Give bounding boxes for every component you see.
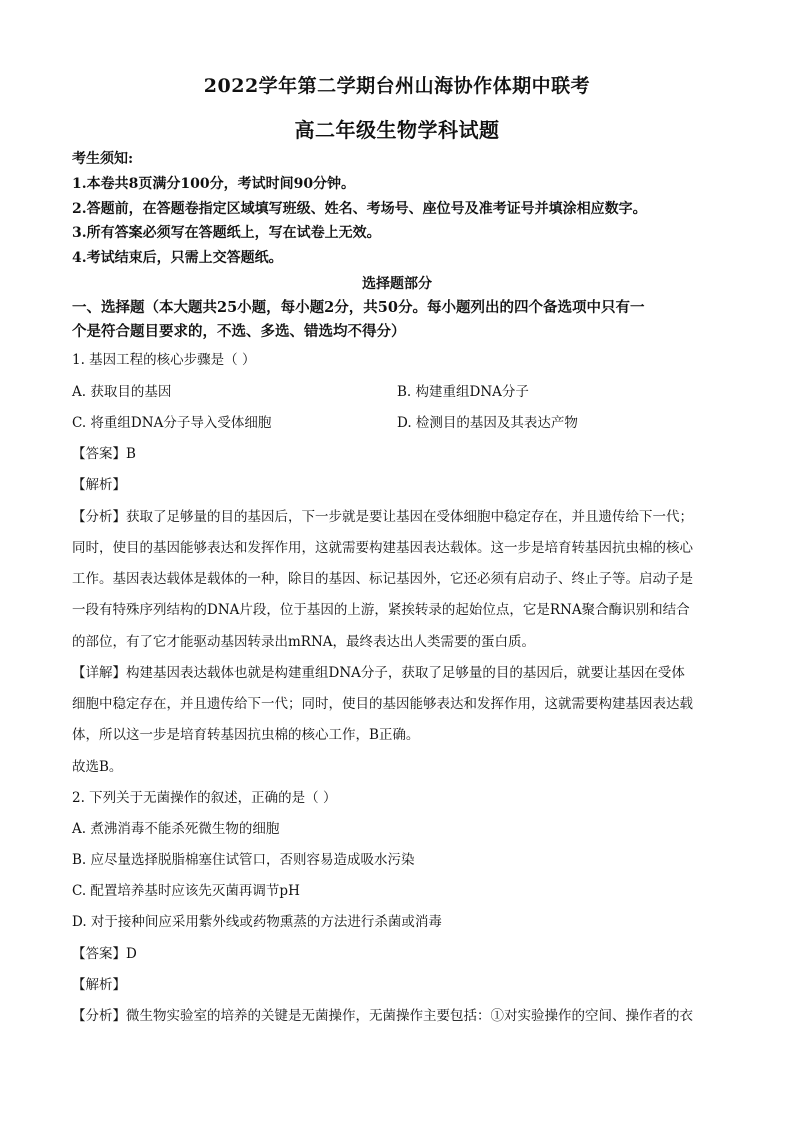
question-1-analysis-line: 一段有特殊序列结构的DNA片段，位于基因的上游，紧挨转录的起始位点，它是RNA聚合酶识别和结合 [72, 602, 690, 618]
section-instruction: 个是符合题目要求的，不选、多选、错选均不得分） [72, 323, 406, 340]
question-2-option-b: B. 应尽量选择脱脂棉塞住试管口，否则容易造成吸水污染 [72, 852, 415, 868]
question-1-conclusion: 故选B。 [72, 759, 123, 775]
question-2-stem: 2. 下列关于无菌操作的叙述，正确的是（ ） [72, 790, 337, 806]
question-1-analysis-line: 工作。基因表达载体是载体的一种，除目的基因、标记基因外，它还必须有启动子、终止子等。启动子是 [72, 571, 693, 587]
section-instruction: 一、选择题（本大题共25小题，每小题2分，共50分。每小题列出的四个备选项中只有一 [72, 299, 645, 316]
exam-title: 2022学年第二学期台州山海协作体期中联考 [203, 75, 591, 97]
question-1-option-d: D. 检测目的基因及其表达产物 [397, 415, 578, 431]
notice-item: 4.考试结束后，只需上交答题纸。 [72, 250, 283, 266]
question-1-analysis-line: 的部位，有了它才能驱动基因转录出mRNA，最终表达出人类需要的蛋白质。 [72, 634, 536, 650]
question-2-answer: 【答案】D [72, 946, 137, 962]
notice-heading: 考生须知: [72, 151, 134, 167]
question-1-detail-line: 【详解】构建基因表达载体也就是构建重组DNA分子，获取了足够量的目的基因后，就要让基因在受体 [72, 665, 685, 681]
question-2-analysis-line: 【分析】微生物实验室的培养的关键是无菌操作，无菌操作主要包括：①对实验操作的空间、操作者的衣 [72, 1008, 693, 1024]
question-2-option-d: D. 对于接种间应采用紫外线或药物熏蒸的方法进行杀菌或消毒 [72, 914, 442, 930]
question-1-analysis-label: 【解析】 [72, 477, 126, 493]
notice-item: 1.本卷共8页满分100分，考试时间90分钟。 [72, 176, 356, 192]
notice-item: 3.所有答案必须写在答题纸上，写在试卷上无效。 [72, 225, 381, 241]
section-title: 选择题部分 [362, 276, 432, 292]
question-1-analysis-line: 【分析】获取了足够量的目的基因后，下一步就是要让基因在受体细胞中稳定存在，并且遗传给下一代； [72, 509, 693, 525]
question-1-answer: 【答案】B [72, 446, 136, 462]
question-1-analysis-line: 同时，使目的基因能够表达和发挥作用，这就需要构建基因表达载体。这一步是培育转基因抗虫棉的核心 [72, 540, 693, 556]
question-1-detail-line: 细胞中稳定存在，并且遗传给下一代；同时，使目的基因能够表达和发挥作用，这就需要构建基因表达载 [72, 696, 693, 712]
question-1-option-a: A. 获取目的基因 [72, 384, 172, 400]
question-1-stem: 1. 基因工程的核心步骤是（ ） [72, 352, 256, 368]
question-1-option-c: C. 将重组DNA分子导入受体细胞 [72, 415, 272, 431]
question-2-analysis-label: 【解析】 [72, 977, 126, 993]
question-1-option-b: B. 构建重组DNA分子 [397, 384, 529, 400]
question-1-detail-line: 体，所以这一步是培育转基因抗虫棉的核心工作，B正确。 [72, 727, 420, 743]
question-2-option-a: A. 煮沸消毒不能杀死微生物的细胞 [72, 821, 280, 837]
notice-item: 2.答题前，在答题卷指定区域填写班级、姓名、考场号、座位号及准考证号并填涂相应数字。 [72, 201, 647, 217]
exam-subtitle: 高二年级生物学科试题 [294, 118, 500, 142]
question-2-option-c: C. 配置培养基时应该先灭菌再调节pH [72, 883, 300, 899]
